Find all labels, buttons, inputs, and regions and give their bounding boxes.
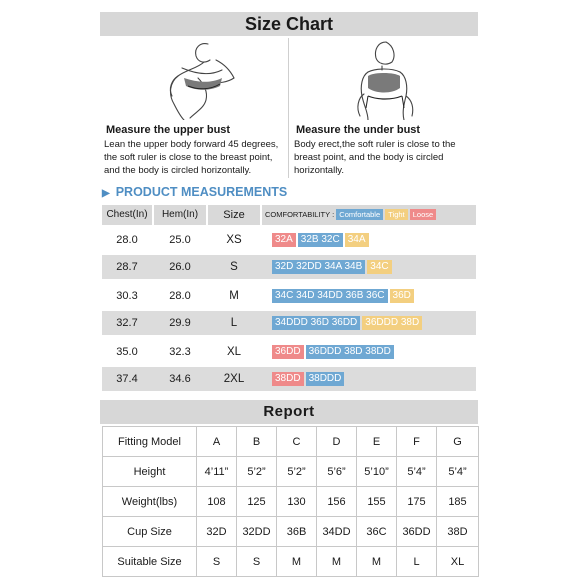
hem-value: 34.6 xyxy=(169,373,191,385)
report-cell: 32D xyxy=(197,517,237,547)
play-triangle-icon: ▶ xyxy=(102,188,110,199)
cup-size-chip-loose: 38DD xyxy=(272,372,304,386)
report-cell: S xyxy=(197,547,237,577)
upper-bust-figure-icon xyxy=(138,38,250,120)
measurement-row xyxy=(102,367,476,391)
report-cell: C xyxy=(277,427,317,457)
report-table xyxy=(102,426,479,577)
cup-size-chip-comfortable: 38DDD xyxy=(306,372,345,386)
report-title: Report xyxy=(100,400,478,424)
cup-size-chips xyxy=(272,372,346,386)
cup-size-chip-tight: 34C xyxy=(367,260,391,274)
report-cell: 185 xyxy=(437,487,479,517)
cup-size-chip-tight: 36D xyxy=(390,289,414,303)
chest-value: 37.4 xyxy=(116,373,138,385)
upper-bust-line-2: the soft ruler is close to the breast point, xyxy=(104,152,273,163)
report-cell: M xyxy=(277,547,317,577)
cup-size-chips xyxy=(272,260,394,274)
report-cell: 155 xyxy=(357,487,397,517)
upper-bust-instructions xyxy=(104,138,288,177)
report-cell: 175 xyxy=(397,487,437,517)
cup-size-chip-loose: 32A xyxy=(272,233,296,247)
product-measurements-heading: ▶ PRODUCT MEASUREMENTS xyxy=(102,185,288,199)
chest-value: 32.7 xyxy=(116,317,138,329)
hem-value: 26.0 xyxy=(169,261,191,273)
report-row-label: Cup Size xyxy=(103,517,197,547)
measurement-row xyxy=(102,255,476,279)
chest-value: 28.0 xyxy=(116,234,138,246)
panel-divider xyxy=(288,38,289,178)
report-row-label: Weight(lbs) xyxy=(103,487,197,517)
cup-size-chip-tight: 34A xyxy=(345,233,369,247)
report-cell: 32DD xyxy=(237,517,277,547)
report-row-label: Suitable Size xyxy=(103,547,197,577)
legend-comfortable: Comfortable xyxy=(336,209,383,220)
cup-size-chips xyxy=(272,233,371,247)
cup-size-chips xyxy=(272,316,424,330)
hem-value: 28.0 xyxy=(169,290,191,302)
report-cell: M xyxy=(317,547,357,577)
report-cell: 5’4” xyxy=(397,457,437,487)
cup-size-chip-comfortable: 36DDD 38D 38DD xyxy=(306,345,394,359)
under-bust-line-1: Body erect,the soft ruler is close to the xyxy=(294,139,456,150)
report-cell: 38D xyxy=(437,517,479,547)
header-chest: Chest(In) xyxy=(102,205,152,225)
measurement-row xyxy=(102,340,476,364)
size-value: 2XL xyxy=(223,373,245,385)
under-bust-line-2: breast point, and the body is circled xyxy=(294,152,444,163)
report-cell: 5’4” xyxy=(437,457,479,487)
cup-size-chips xyxy=(272,289,416,303)
report-cell: 36B xyxy=(277,517,317,547)
report-row xyxy=(103,487,479,517)
report-cell: M xyxy=(357,547,397,577)
report-cell: E xyxy=(357,427,397,457)
report-cell: 5’10” xyxy=(357,457,397,487)
cup-size-chip-comfortable: 32D 32DD 34A 34B xyxy=(272,260,365,274)
report-cell: 34DD xyxy=(317,517,357,547)
report-row xyxy=(103,457,479,487)
cup-size-chip-comfortable: 34C 34D 34DD 36B 36C xyxy=(272,289,388,303)
comfortability-label: COMFORTABILITY : xyxy=(265,210,335,219)
report-cell: D xyxy=(317,427,357,457)
page-title: Size Chart xyxy=(100,12,478,36)
size-value: M xyxy=(229,290,239,302)
header-comfortability xyxy=(262,205,476,225)
upper-bust-panel xyxy=(100,38,288,178)
upper-bust-line-3: and the body is circled horizontally. xyxy=(104,165,252,176)
report-cell: G xyxy=(437,427,479,457)
size-value: S xyxy=(230,261,238,273)
size-value: XL xyxy=(226,346,242,358)
hem-value: 32.3 xyxy=(169,346,191,358)
report-row xyxy=(103,547,479,577)
hem-value: 25.0 xyxy=(169,234,191,246)
report-cell: S xyxy=(237,547,277,577)
report-cell: 108 xyxy=(197,487,237,517)
chest-value: 30.3 xyxy=(116,290,138,302)
cup-size-chip-tight: 36DDD 38D xyxy=(362,316,422,330)
measurement-row xyxy=(102,284,476,308)
report-cell: 156 xyxy=(317,487,357,517)
under-bust-instructions xyxy=(294,138,478,177)
legend-tight: Tight xyxy=(385,209,407,220)
report-row xyxy=(103,427,479,457)
report-cell: 125 xyxy=(237,487,277,517)
under-bust-heading: Measure the under bust xyxy=(296,124,421,136)
hem-value: 29.9 xyxy=(169,317,191,329)
report-cell: 4’11” xyxy=(197,457,237,487)
under-bust-line-3: horizontally. xyxy=(294,165,344,176)
report-cell: 36DD xyxy=(397,517,437,547)
under-bust-figure-icon xyxy=(328,38,440,120)
upper-bust-heading: Measure the upper bust xyxy=(106,124,231,136)
size-value: L xyxy=(230,317,238,329)
cup-size-chip-loose: 36DD xyxy=(272,345,304,359)
report-cell: A xyxy=(197,427,237,457)
report-row xyxy=(103,517,479,547)
report-cell: 5’2” xyxy=(277,457,317,487)
legend-loose: Loose xyxy=(410,209,436,220)
report-cell: XL xyxy=(437,547,479,577)
report-cell: 36C xyxy=(357,517,397,547)
measurement-row xyxy=(102,311,476,335)
upper-bust-line-1: Lean the upper body forward 45 degrees, xyxy=(104,139,279,150)
size-value: XS xyxy=(226,234,242,246)
cup-size-chips xyxy=(272,345,396,359)
measurement-row xyxy=(102,228,476,252)
report-row-label: Fitting Model xyxy=(103,427,197,457)
header-size: Size xyxy=(208,205,260,225)
cup-size-chip-comfortable: 32B 32C xyxy=(298,233,343,247)
chest-value: 35.0 xyxy=(116,346,138,358)
report-cell: 130 xyxy=(277,487,317,517)
cup-size-chip-comfortable: 34DDD 36D 36DD xyxy=(272,316,360,330)
report-cell: L xyxy=(397,547,437,577)
under-bust-panel xyxy=(290,38,478,178)
report-cell: 5’2” xyxy=(237,457,277,487)
header-hem: Hem(In) xyxy=(154,205,206,225)
report-row-label: Height xyxy=(103,457,197,487)
report-cell: 5’6” xyxy=(317,457,357,487)
report-cell: B xyxy=(237,427,277,457)
chest-value: 28.7 xyxy=(116,261,138,273)
size-chart-sheet xyxy=(100,0,478,580)
report-cell: F xyxy=(397,427,437,457)
